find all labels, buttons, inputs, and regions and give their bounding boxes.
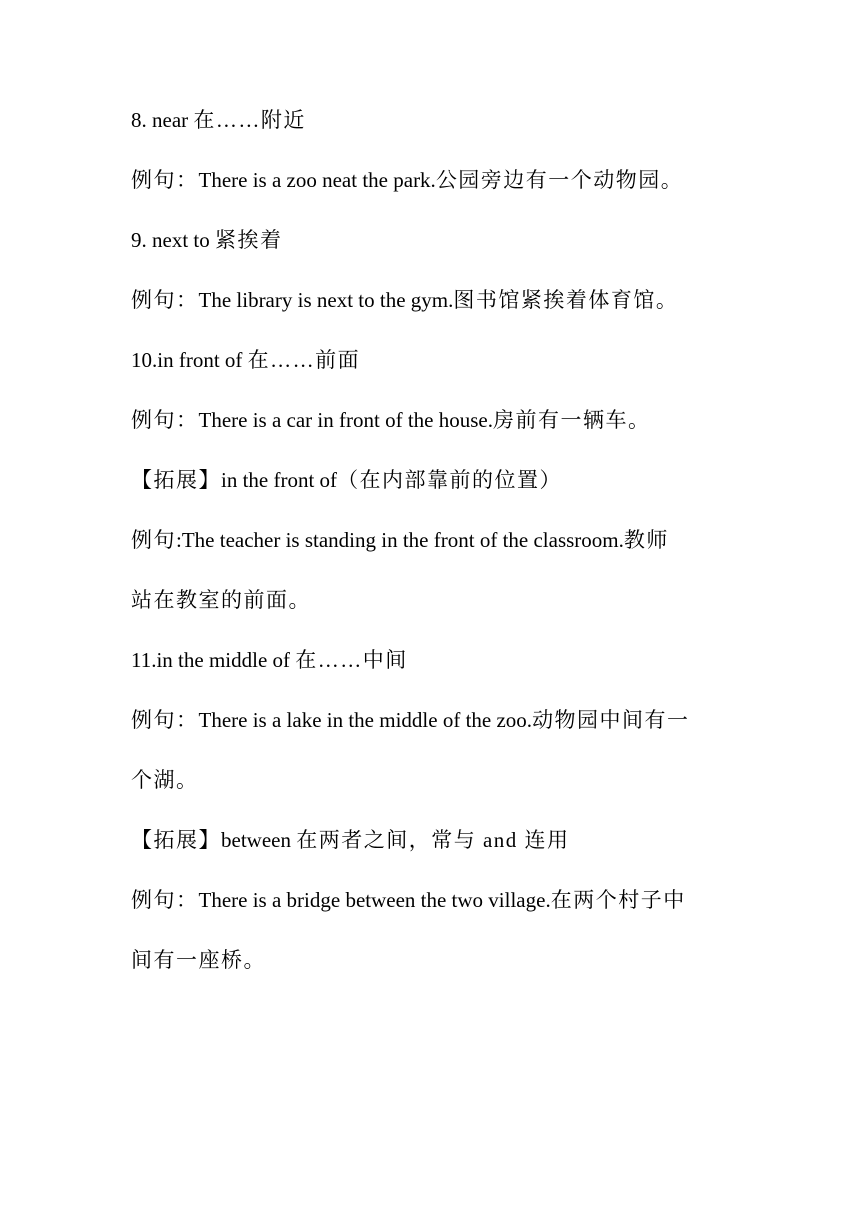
extension-english: between	[221, 828, 297, 852]
example-english: There is a car in front of the house.	[198, 408, 493, 432]
example-sentence	[131, 515, 733, 575]
extension-chinese: （在内部靠前的位置）	[337, 468, 563, 492]
example-chinese: 房前有一辆车。	[492, 408, 651, 432]
extension-note	[131, 815, 733, 875]
line-text-cjk: 在……中间	[295, 648, 408, 672]
example-continuation	[131, 755, 733, 815]
example-continuation	[131, 575, 733, 635]
extension-chinese: 在两者之间，常与 and 连用	[296, 828, 570, 852]
extension-english: in the front of	[221, 468, 338, 492]
extension-label: 【拓展】	[131, 828, 221, 852]
example-english: There is a bridge between the two village.	[198, 888, 551, 912]
extension-note	[131, 455, 733, 515]
line-text-latin: 8. near	[131, 108, 194, 132]
example-sentence	[131, 695, 733, 755]
example-sentence	[131, 875, 733, 935]
line-text-cjk: 在……附近	[193, 108, 306, 132]
example-english: The library is next to the gym.	[198, 288, 454, 312]
example-label: 例句：	[131, 168, 199, 192]
example-chinese: 站在教室的前面。	[131, 588, 311, 612]
vocab-heading-next-to	[131, 215, 733, 275]
example-chinese: 间有一座桥。	[131, 948, 266, 972]
example-chinese: 在两个村子中	[550, 888, 686, 912]
line-text-cjk: 在……前面	[247, 348, 361, 372]
line-text-cjk: 紧挨着	[215, 228, 283, 252]
line-text-latin: 9. next to	[131, 228, 215, 252]
example-continuation	[131, 935, 733, 995]
example-chinese: 教师	[623, 528, 669, 552]
vocab-heading-in-the-middle-of	[131, 635, 733, 695]
example-english: There is a zoo neat the park.	[198, 168, 436, 192]
example-english: There is a lake in the middle of the zoo.	[198, 708, 533, 732]
example-label: 例句	[131, 528, 176, 552]
example-label: 例句：	[131, 288, 199, 312]
example-chinese: 个湖。	[131, 768, 199, 792]
extension-label: 【拓展】	[131, 468, 221, 492]
example-english: :The teacher is standing in the front of the classroom.	[176, 528, 624, 552]
example-sentence	[131, 155, 733, 215]
example-chinese: 图书馆紧挨着体育馆。	[453, 288, 679, 312]
example-sentence	[131, 395, 733, 455]
vocab-heading-in-front-of	[131, 335, 733, 395]
example-chinese: 公园旁边有一个动物园。	[435, 168, 684, 192]
example-label: 例句：	[131, 708, 199, 732]
document-page	[131, 95, 733, 995]
example-label: 例句：	[131, 408, 199, 432]
line-text-latin: 11.in the middle of	[131, 648, 296, 672]
line-text-latin: 10.in front of	[131, 348, 248, 372]
vocab-heading-near	[131, 95, 733, 155]
example-label: 例句：	[131, 888, 199, 912]
example-sentence	[131, 275, 733, 335]
example-chinese: 动物园中间有一	[532, 708, 690, 732]
